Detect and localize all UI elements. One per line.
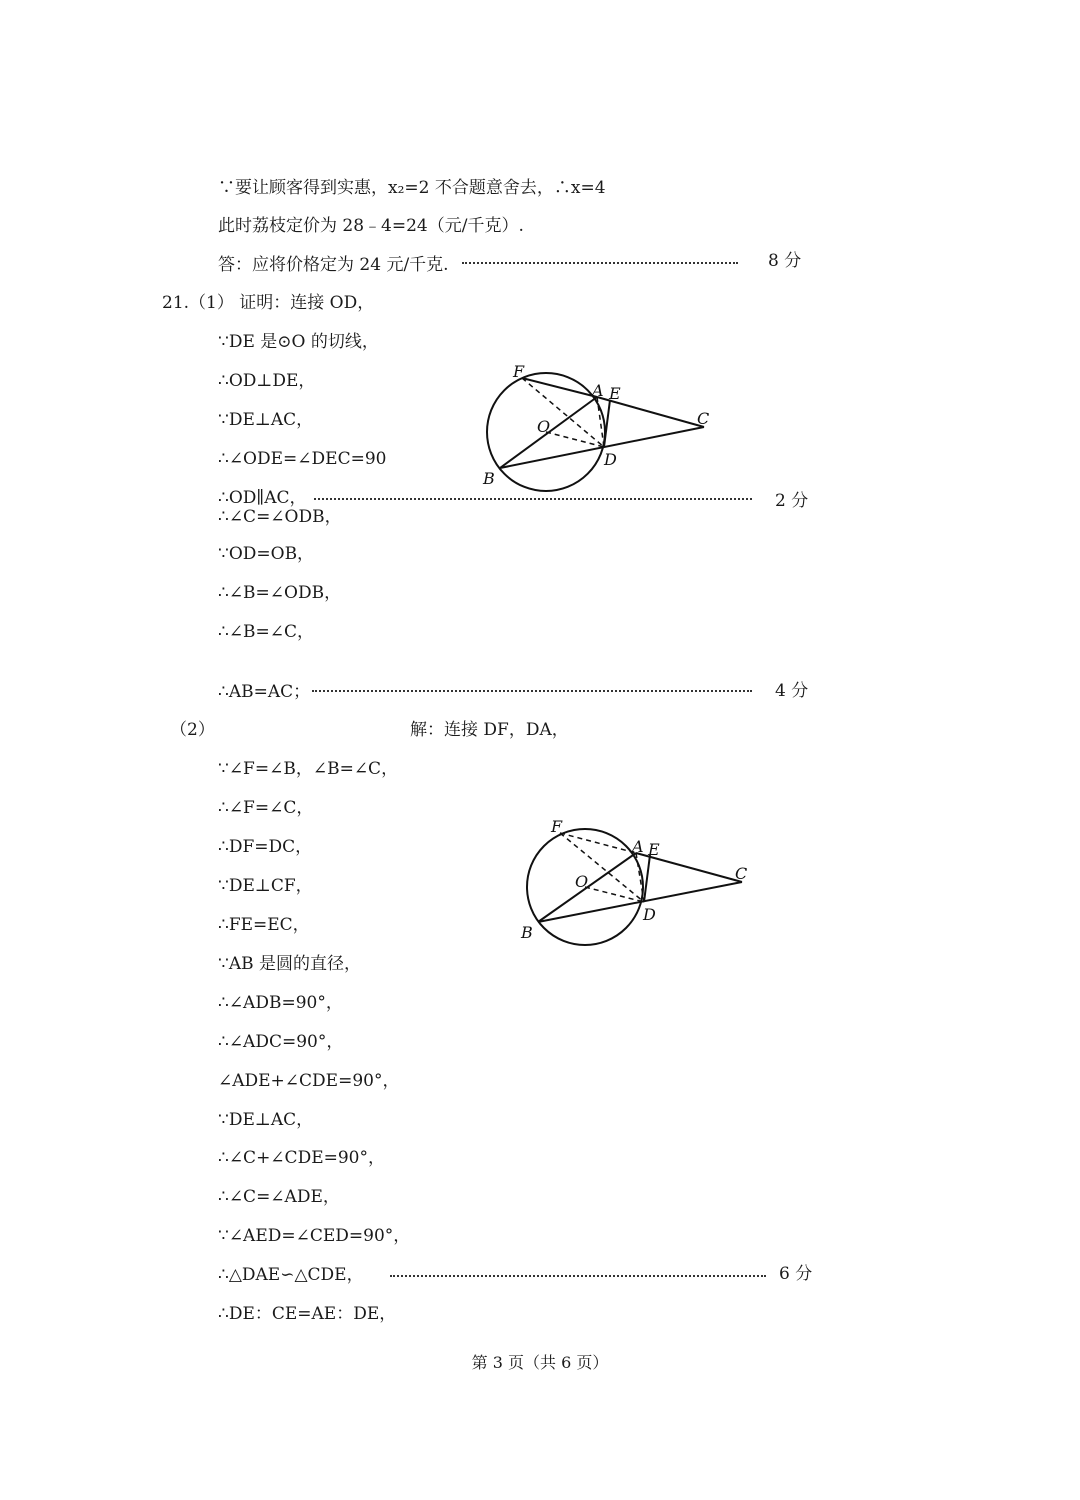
- label-A: A: [632, 837, 644, 856]
- solution-line: ∵AB 是圆的直径，: [218, 954, 361, 974]
- solution-line-2: 此时荔枝定价为 28﹣4=24（元/千克）.: [218, 216, 524, 236]
- dotted-leader: [462, 262, 738, 264]
- proof-line: ∵DE⊥AC，: [218, 410, 314, 430]
- solution-line-1: ∵要让顾客得到实惠，x₂=2 不合题意舍去，∴x=4: [218, 178, 606, 198]
- label-B: B: [483, 469, 495, 488]
- proof-line: ∵OD=OB，: [218, 544, 315, 564]
- solution-line: ∴DE：CE=AE：DE，: [218, 1304, 397, 1324]
- solution-line: ∵DE⊥AC，: [218, 1110, 314, 1130]
- solution-line: ∴FE=EC，: [218, 915, 310, 935]
- proof-line: ∴OD⊥DE，: [218, 371, 316, 391]
- label-F: F: [551, 817, 563, 836]
- solution-line: ∴DF=DC，: [218, 837, 313, 857]
- page-footer: 第 3 页（共 6 页）: [471, 1353, 609, 1372]
- solution-line: ∴∠F=∠C，: [218, 798, 314, 818]
- solution-line: ∴△DAE∽△CDE，: [218, 1265, 364, 1285]
- proof-line: ∴∠ODE=∠DEC=90: [218, 449, 387, 469]
- problem-21-part2-heading: 解：连接 DF，DA，: [410, 720, 569, 740]
- label-A: A: [592, 381, 604, 400]
- proof-line: ∵DE 是⊙O 的切线，: [218, 332, 379, 352]
- label-E: E: [609, 384, 621, 403]
- solution-line: ∵DE⊥CF，: [218, 876, 313, 896]
- score-8: 8 分: [768, 251, 802, 271]
- label-B: B: [521, 923, 533, 942]
- score-6: 6 分: [779, 1264, 813, 1284]
- solution-line: ∵∠AED=∠CED=90°，: [218, 1226, 411, 1246]
- solution-line: ∵∠F=∠B，∠B=∠C，: [218, 759, 399, 779]
- proof-line: ∴∠B=∠ODB，: [218, 583, 342, 603]
- label-D: D: [643, 905, 656, 924]
- solution-line: ∴∠ADB=90°，: [218, 993, 343, 1013]
- proof-line: ∴∠B=∠C，: [218, 622, 315, 642]
- label-O: O: [575, 872, 589, 891]
- label-C: C: [735, 864, 748, 883]
- geometry-figure-2: [510, 812, 760, 947]
- solution-line: ∴∠C+∠CDE=90°，: [218, 1148, 385, 1168]
- label-E: E: [648, 840, 660, 859]
- score-2: 2 分: [775, 491, 809, 511]
- solution-line: ∴∠C=∠ADE，: [218, 1187, 340, 1207]
- geometry-figure-1: [470, 355, 730, 505]
- dotted-leader: [312, 690, 752, 692]
- answer-line: 答：应将价格定为 24 元/千克.: [218, 255, 449, 275]
- solution-line: ∴∠ADC=90°，: [218, 1032, 344, 1052]
- label-F: F: [513, 362, 525, 381]
- solution-line: ∠ADE+∠CDE=90°，: [218, 1071, 400, 1091]
- label-D: D: [604, 450, 617, 469]
- label-O: O: [537, 417, 551, 436]
- dotted-leader: [390, 1275, 766, 1277]
- proof-line: ∴∠C=∠ODB，: [218, 507, 342, 527]
- problem-21-part2-label: （2）: [170, 720, 215, 740]
- label-C: C: [697, 409, 710, 428]
- score-4: 4 分: [775, 681, 809, 701]
- problem-21-part1-heading: 21.（1） 证明：连接 OD，: [162, 293, 375, 313]
- proof-line: ∴AB=AC；: [218, 682, 311, 702]
- proof-line: ∴OD∥AC，: [218, 488, 307, 508]
